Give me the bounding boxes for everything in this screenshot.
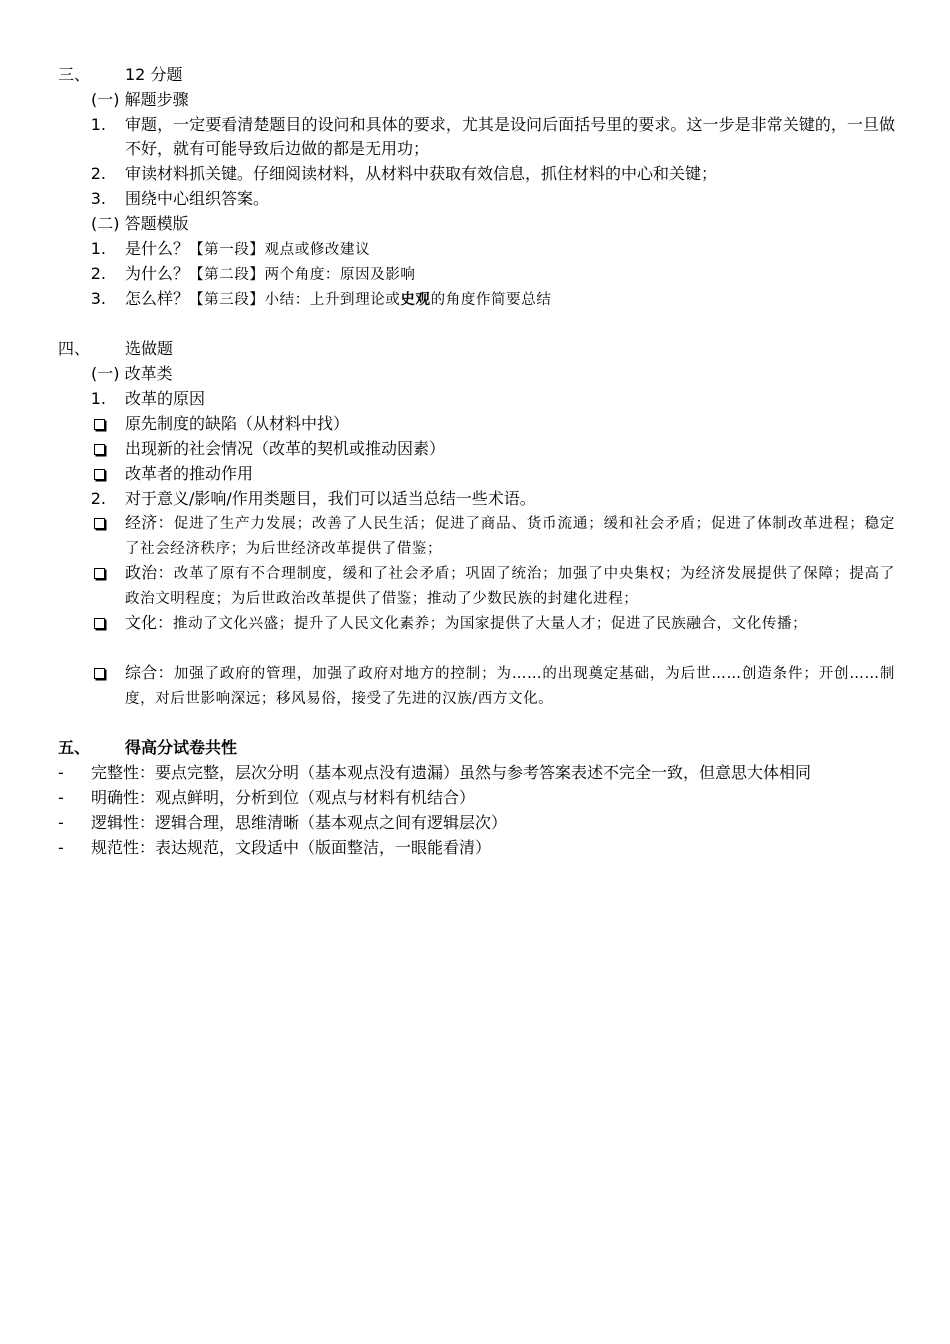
template-item bbox=[125, 237, 370, 262]
section4-number: 四、 bbox=[58, 339, 91, 358]
template-question: 是什么？ bbox=[125, 239, 190, 258]
quality-item: 规范性：表达规范，文段适中（版面整洁，一眼能看清） bbox=[91, 838, 492, 857]
term-text: 促进了生产力发展；改善了人民生活；促进了商品、货币流通；缓和社会矛盾；促进了体制改革进程；稳定了社会经济秩序；为后世经济改革提供了借鉴； bbox=[125, 516, 895, 557]
quality-item: 逻辑性：逻辑合理，思维清晰（基本观点之间有逻辑层次） bbox=[91, 813, 508, 832]
item-number: 2. bbox=[90, 489, 106, 508]
template-item bbox=[125, 262, 416, 287]
checkbox-bullet-icon bbox=[94, 518, 105, 529]
step-number: 1. bbox=[90, 115, 106, 134]
template-number: 1. bbox=[90, 239, 106, 258]
checkbox-bullet-icon bbox=[94, 668, 105, 679]
dash-bullet: - bbox=[58, 763, 64, 782]
step-number: 3. bbox=[90, 189, 106, 208]
template-number: 2. bbox=[90, 264, 106, 283]
section3-subheading-2: (二) 答题模版 bbox=[91, 214, 189, 233]
section3-number: 三、 bbox=[58, 65, 91, 84]
reason-item: 出现新的社会情况（改革的契机或推动因素） bbox=[125, 439, 446, 458]
section4-title: 选做题 bbox=[125, 339, 174, 358]
term-text: 推动了文化兴盛；提升了人民文化素养；为国家提供了大量人才；促进了民族融合，文化传播； bbox=[173, 616, 808, 632]
term-item bbox=[125, 611, 895, 636]
checkbox-bullet-icon bbox=[94, 469, 105, 480]
template-text-bold: 史观 bbox=[400, 291, 431, 308]
step-text: 审题，一定要看清楚题目的设问和具体的要求，尤其是设问后面括号里的要求。这一步是非常关键的，一旦做不好，就有可能导致后边做的都是无用功； bbox=[125, 115, 895, 158]
step-text: 审读材料抓关键。仔细阅读材料，从材料中获取有效信息，抓住材料的中心和关键； bbox=[125, 164, 718, 183]
template-text: 的角度作简要总结 bbox=[430, 292, 552, 308]
section5-number: 五、 bbox=[58, 738, 91, 757]
term-label: 综合： bbox=[125, 663, 174, 682]
template-text: 【第二段】两个角度：原因及影响 bbox=[189, 267, 416, 283]
item-text: 对于意义/影响/作用类题目，我们可以适当总结一些术语。 bbox=[125, 489, 536, 508]
section4-subheading: (一) 改革类 bbox=[91, 364, 173, 383]
checkbox-bullet-icon bbox=[94, 568, 105, 579]
term-label: 经济： bbox=[125, 513, 174, 532]
dash-bullet: - bbox=[58, 838, 64, 857]
reason-item: 改革者的推动作用 bbox=[125, 464, 254, 483]
dash-bullet: - bbox=[58, 788, 64, 807]
quality-item: 明确性：观点鲜明，分析到位（观点与材料有机结合） bbox=[91, 788, 476, 807]
item-number: 1. bbox=[90, 389, 106, 408]
quality-item: 完整性：要点完整，层次分明（基本观点没有遗漏）虽然与参考答案表述不完全一致，但意思大体相同 bbox=[91, 763, 812, 782]
item-text: 改革的原因 bbox=[125, 389, 206, 408]
section5-title: 得高分试卷共性 bbox=[125, 738, 238, 757]
template-number: 3. bbox=[90, 289, 106, 308]
section3-subheading-1: (一) 解题步骤 bbox=[91, 90, 189, 109]
term-label: 政治： bbox=[125, 563, 174, 582]
term-item bbox=[125, 661, 895, 711]
checkbox-bullet-icon bbox=[94, 419, 105, 430]
template-question: 为什么？ bbox=[125, 264, 190, 283]
term-label: 文化： bbox=[125, 613, 174, 632]
checkbox-bullet-icon bbox=[94, 618, 105, 629]
term-item bbox=[125, 561, 895, 611]
template-text: 【第三段】小结：上升到理论或 bbox=[189, 292, 401, 308]
dash-bullet: - bbox=[58, 813, 64, 832]
term-text: 改革了原有不合理制度，缓和了社会矛盾；巩固了统治；加强了中央集权；为经济发展提供了保障；提高了政治文明程度；为后世政治改革提供了借鉴；推动了少数民族的封建化进程； bbox=[125, 566, 895, 607]
term-item bbox=[125, 511, 895, 561]
step-number: 2. bbox=[90, 164, 106, 183]
template-item bbox=[125, 287, 551, 312]
section3-title: 12 分题 bbox=[125, 65, 183, 84]
template-text: 【第一段】观点或修改建议 bbox=[189, 242, 371, 258]
template-question: 怎么样？ bbox=[125, 289, 190, 308]
checkbox-bullet-icon bbox=[94, 444, 105, 455]
reason-item: 原先制度的缺陷（从材料中找） bbox=[125, 414, 350, 433]
step-text: 围绕中心组织答案。 bbox=[125, 189, 270, 208]
term-text: 加强了政府的管理，加强了政府对地方的控制；为……的出现奠定基础，为后世……创造条件；开创……制度，对后世影响深远；移风易俗，接受了先进的汉族/西方文化。 bbox=[125, 666, 895, 707]
